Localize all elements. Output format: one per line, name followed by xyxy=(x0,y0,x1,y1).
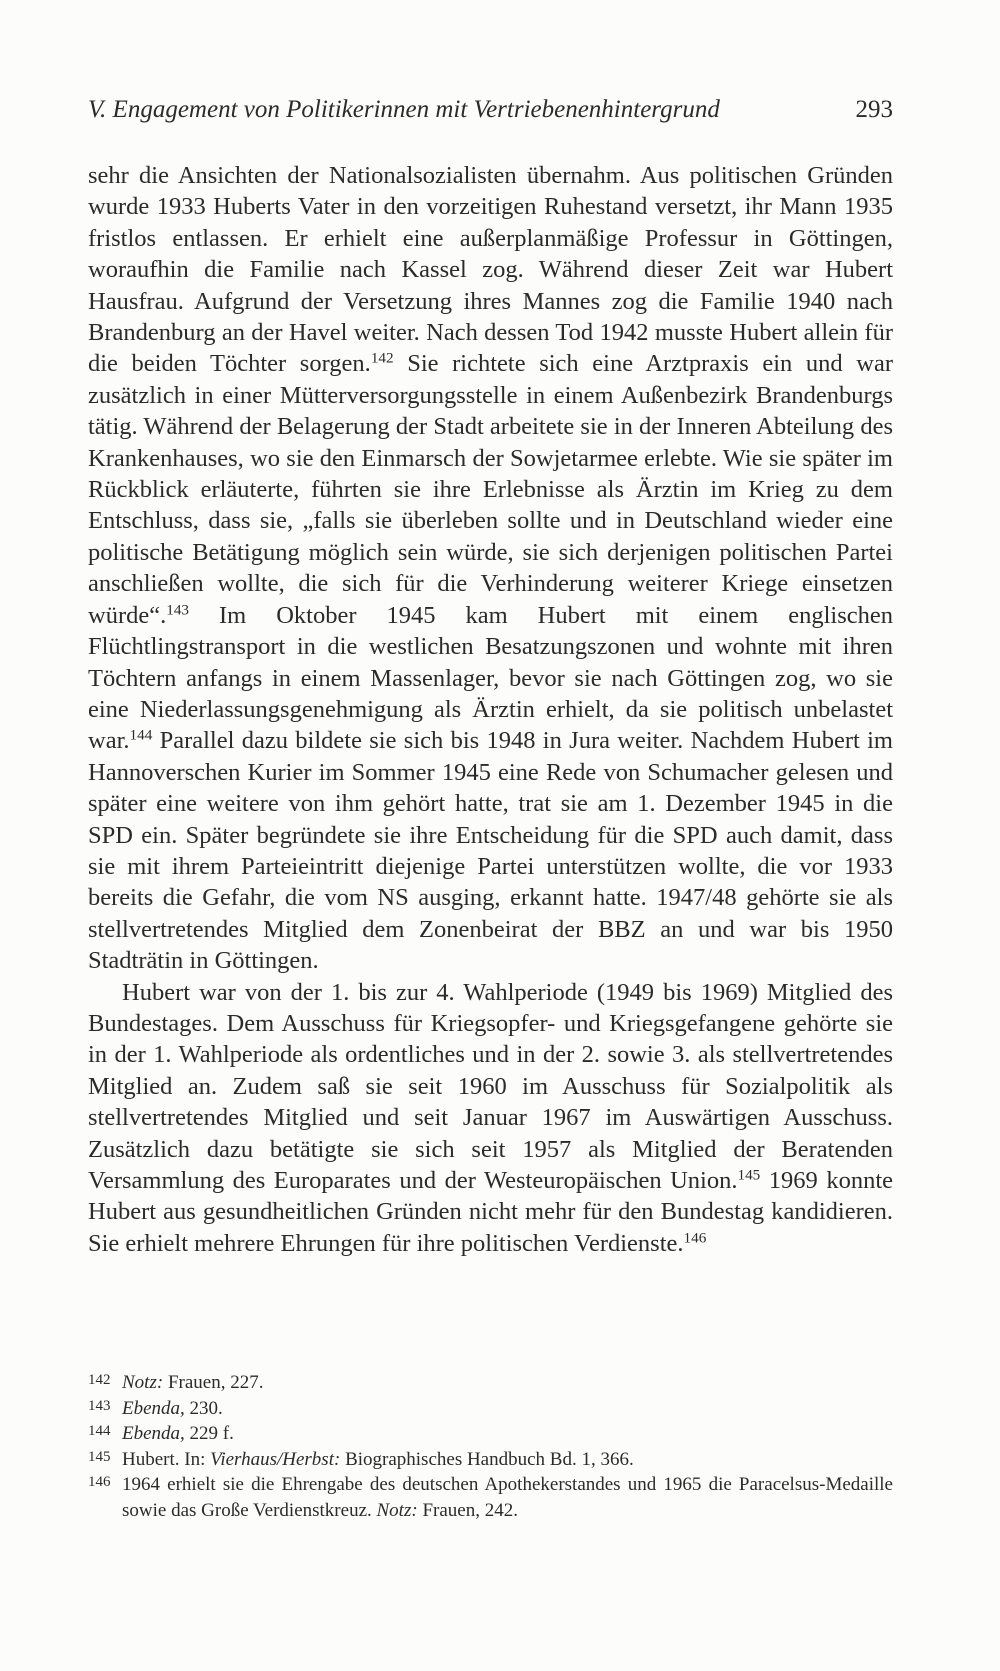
footnote-citation: Notz: xyxy=(122,1372,164,1393)
footnote-text-segment: Frauen, 242. xyxy=(417,1499,518,1521)
body-text xyxy=(88,160,893,1259)
paragraph-text: Parallel dazu bildete sie sich bis 1948 in Jura weiter. Nachdem Hubert im Hannoverschen Kurier im Sommer 1945 eine Rede von Schumacher gelesen und später eine weitere von ihm gehört hatte, trat sie am 1. Dezember 1945 in die SPD ein. Später begründete sie ihre Entscheidung für die SPD auch damit, dass sie mit ihrem Parteieintritt diejenige Partei unterstützen wollte, die vor 1933 bereits die Gefahr, die vom NS ausging, erkannt hatte. 1947/48 gehörte sie als stellvertretendes Mitglied dem Zonenbeirat der BBZ an und war bis 1950 Stadträtin in Göttingen. xyxy=(88,727,893,975)
footnote-text-segment: Frauen, 227. xyxy=(163,1372,264,1393)
footnote xyxy=(88,1421,893,1447)
page-number: 293 xyxy=(855,96,893,123)
paragraph-text: sehr die Ansichten der Nationalsozialisten übernahm. Aus politischen Gründen wurde 1933 Huberts Vater in den vorzeitigen Ruhestand versetzt, ihr Mann 1935 fristlos entlassen. Er erhielt eine außerplanmäßige Professur in Göttingen, woraufhin die Familie nach Kassel zog. Während dieser Zeit war Hubert Hausfrau. Aufgrund der Versetzung ihres Mannes zog die Familie 1940 nach Brandenburg an der Havel weiter. Nach dessen Tod 1942 musste Hubert allein für die beiden Töchter sorgen. xyxy=(88,162,893,378)
footnote-text xyxy=(122,1396,893,1422)
footnote-text xyxy=(122,1472,893,1523)
footnote-number: 144 xyxy=(88,1423,111,1439)
footnote-text-segment: Hubert. In: xyxy=(122,1448,211,1470)
footnote-citation: Ebenda, xyxy=(122,1397,185,1419)
footnote-text-segment: 229 f. xyxy=(184,1423,234,1444)
footnote-text xyxy=(122,1447,893,1473)
footnote-text-segment: 230. xyxy=(184,1397,223,1419)
footnote-number: 143 xyxy=(88,1397,111,1414)
footnote-text xyxy=(122,1421,893,1447)
paragraph-text: Hubert war von der 1. bis zur 4. Wahlperiode (1949 bis 1969) Mitglied des Bundestages. Dem Ausschuss für Kriegsopfer- und Kriegsgefangene gehörte sie in der 1. Wahlperiode als ordentliches und in der 2. sowie 3. als stellvertretendes Mitglied an. Zudem saß sie seit 1960 im Ausschuss für Sozialpolitik als stellvertretendes Mitglied und seit Januar 1967 im Auswärtigen Ausschuss. Zusätzlich dazu betätigte sie sich seit 1957 als Mitglied der Beratenden Versammlung des Europarates und der Westeuropäischen Union. xyxy=(88,978,893,1194)
footnote xyxy=(88,1472,893,1523)
paragraph-text: Im Oktober 1945 kam Hubert mit einem englischen Flüchtlingstransport in die westlichen Besatzungszonen und wohnte mit ihren Töchtern anfangs in einem Massenlager, bevor sie nach Göttingen zog, wo sie eine Niederlassungsgenehmigung als Ärztin erhielt, da sie politisch unbelastet war. xyxy=(88,601,893,755)
paragraph xyxy=(88,977,893,1260)
footnote xyxy=(88,1370,893,1396)
footnote-number: 142 xyxy=(88,1372,111,1388)
footnote-citation: Notz: xyxy=(376,1499,418,1521)
footnote-ref: 145 xyxy=(737,1166,761,1184)
footnote-ref: 142 xyxy=(370,350,394,368)
footnote xyxy=(88,1396,893,1422)
footnote-text-segment: Biographisches Handbuch Bd. 1, 366. xyxy=(340,1448,634,1470)
paragraph-text: 1969 konnte Hubert aus gesundheitlichen Gründen nicht mehr für den Bundestag kandidieren. Sie erhielt mehrere Ehrungen für ihre politischen Verdienste. xyxy=(88,1167,893,1257)
footnote-ref: 144 xyxy=(129,726,153,744)
footnote-text-segment: 1964 erhielt sie die Ehrengabe des deutschen Apothekerstandes und 1965 die Paracelsus-Medaille sowie das Große Verdienstkreuz. xyxy=(122,1474,893,1521)
running-header xyxy=(88,96,893,124)
footnote-ref: 143 xyxy=(166,601,190,619)
footnote-citation: Vierhaus/Herbst: xyxy=(210,1448,341,1470)
footnote-ref: 146 xyxy=(683,1229,707,1247)
footnote xyxy=(88,1447,893,1473)
paragraph xyxy=(88,160,893,977)
footnote-number: 146 xyxy=(88,1474,111,1490)
running-header-title: V. Engagement von Politikerinnen mit Vertriebenenhintergrund xyxy=(88,96,720,123)
footnote-text xyxy=(122,1370,893,1396)
footnote-number: 145 xyxy=(88,1448,111,1465)
footnotes xyxy=(88,1370,893,1523)
paragraph-text: Sie richtete sich eine Arztpraxis ein und war zusätzlich in einer Mütterversorgungsstelle in einem Außenbezirk Brandenburgs tätig. Während der Belagerung der Stadt arbeitete sie in der Inneren Abteilung des Krankenhauses, wo sie den Einmarsch der Sowjetarmee erlebte. Wie sie später im Rückblick erläuterte, führten sie ihre Erlebnisse als Ärztin im Krieg zu dem Entschluss, dass sie, „falls sie überleben sollte und in Deutschland wieder eine politische Betätigung möglich sein würde, sie sich derjenigen politischen Partei anschließen wollte, die sich für die Verhinderung weiterer Kriege einsetzen würde“. xyxy=(88,350,893,629)
footnote-citation: Ebenda, xyxy=(122,1423,185,1444)
